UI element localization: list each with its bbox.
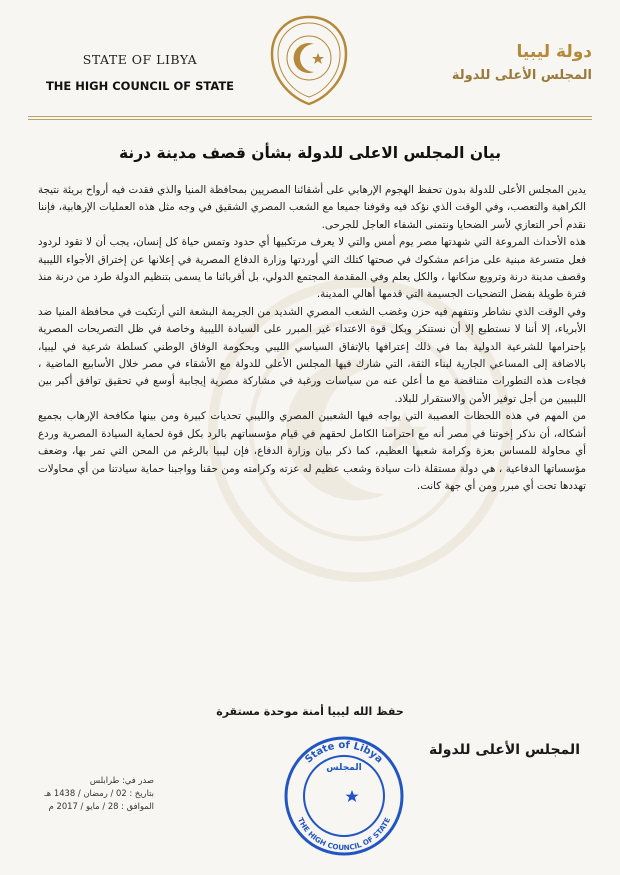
issue-place: صدر في: طرابلس xyxy=(89,775,154,785)
header-english xyxy=(30,52,250,93)
issue-date-gregorian: الموافق : 28 / مايو / 2017 م xyxy=(48,801,154,811)
header-divider xyxy=(28,116,592,117)
state-name-ar: دولة ليبيا xyxy=(516,42,592,62)
closing-line: حفظ الله ليبيا أمنة موحدة مستقرة xyxy=(216,705,404,718)
statement-title: بيان المجلس الاعلى للدولة بشأن قصف مدينة درنة xyxy=(118,144,502,162)
signature-council: المجلس الأعلى للدولة xyxy=(429,742,580,758)
state-name-en: STATE OF LIBYA xyxy=(82,52,198,67)
council-name-ar: المجلس الأعلى للدولة xyxy=(451,68,592,83)
issue-date-hijri: بتاريخ : 02 / رمضان / 1438 هـ xyxy=(44,788,154,798)
header-arabic xyxy=(392,42,592,83)
issue-info xyxy=(34,774,154,813)
svg-text:THE HIGH COUNCIL OF STATE: THE HIGH COUNCIL OF STATE xyxy=(295,816,393,853)
svg-text:المجلس: المجلس xyxy=(326,763,362,773)
paragraph: من المهم في هذه اللحظات العصيبة التي يواجه فيها الشعبين المصري والليبي تحديات كبيرة ومن بينها مكافحة الإرهاب بجميع أشكاله، أن نذكر إخوتنا في مصر أنه مع احترامنا الكامل لحقهم في قيام مؤسساتهم بالرد بكل قوة لحماية السيادة المصرية وردع أي محاولة للمساس بعزة وكرامة شعبها العظيم، كما ذكر بيان وزارة الدفاع، فإن ليبيا بالرغم من المحن التي تمر بها، وضعف مؤسساتها الدفاعية ، هي دولة مستقلة ذات سيادة وشعب عظيم له عزته وكرامته ومن حقنا وواجبنا حماية سيادتنا من أي محاولات تهددها تحت أي مبرر ومن أي جهة كانت. xyxy=(38,410,586,492)
council-name-en: THE HIGH COUNCIL OF STATE xyxy=(45,79,235,93)
svg-text:State of Libya: State of Libya xyxy=(303,739,385,766)
header-divider-secondary xyxy=(28,119,592,120)
statement-body xyxy=(38,182,586,495)
paragraph: يدين المجلس الأعلى للدولة بدون تحفظ الهجوم الإرهابي على أشقائنا المصريين بمحافظة المنيا والذي فقدت فيه أرواح بريئة نتيجة الكراهية والتعصب، وفي الوقت الذي نؤكد فيه وقوفنا جميعا مع الشعب المصري الشقيق في وجه مثل هذه العمليات الإرهابية، فإننا نقدم أحر التعازي لأسر الضحايا ونتمنى الشفاء العاجل للجرحى. xyxy=(38,184,586,231)
paragraph: هذه الأحداث المروعة التي شهدتها مصر يوم أمس والتي لا يعرف مرتكبيها أي حدود وتمس حياة كل إنسان، يجب أن لا تقود لردود فعل متسرعة مبنية على مزاعم مشكوك في صحتها كتلك التي أوردتها وزارة الدفاع المصرية في إعلانها عن إختراق الأجواء الليبية وقصف مدينة درنة وترويع سكانها ، والكل يعلم وفي المقدمة المجتمع الدولي، بل أقربائنا ما يسمى بتنظيم الدولة طرد من درنة منذ فترة طويلة بفضل التضحيات الجسيمة التي قدمها أهالي المدينة. xyxy=(38,236,586,301)
paragraph: وفي الوقت الذي نشاطر ونتفهم فيه حزن وغضب الشعب المصري الشديد من الجريمة البشعة التي أرتكبت في محافظة المنيا ضد الأبرياء، إلا أننا لا نستطيع إلا أن نستنكر وبكل قوة الاعتداء غير المبرر على السيادة الليبية وخاصة في ظل التصريحات المصرية بإحترامها للشرعية الدولية بما في ذلك إعترافها بالإتفاق السياسي الليبي وبحكومة الوفاق الوطني كسلطة شرعية في ليبيا، بالاضافة إلى المساعي الجارية لبناء الثقة، التي شارك فيها المجلس الأعلى للدولة مع الأشقاء في مصر خلال الأسابيع الماضية ، فجاءت هذه التطورات متناقضة مع ما أعلن عنه من سياسات ورغبة في مشاركة مصرية إيجابية أوسع في تحقيق توافق أكبر بين الليبيين من أجل توفير الأمن والاستقرار للبلاد. xyxy=(38,305,586,405)
official-stamp-icon xyxy=(282,734,406,858)
crescent-star-emblem-icon xyxy=(268,14,350,106)
